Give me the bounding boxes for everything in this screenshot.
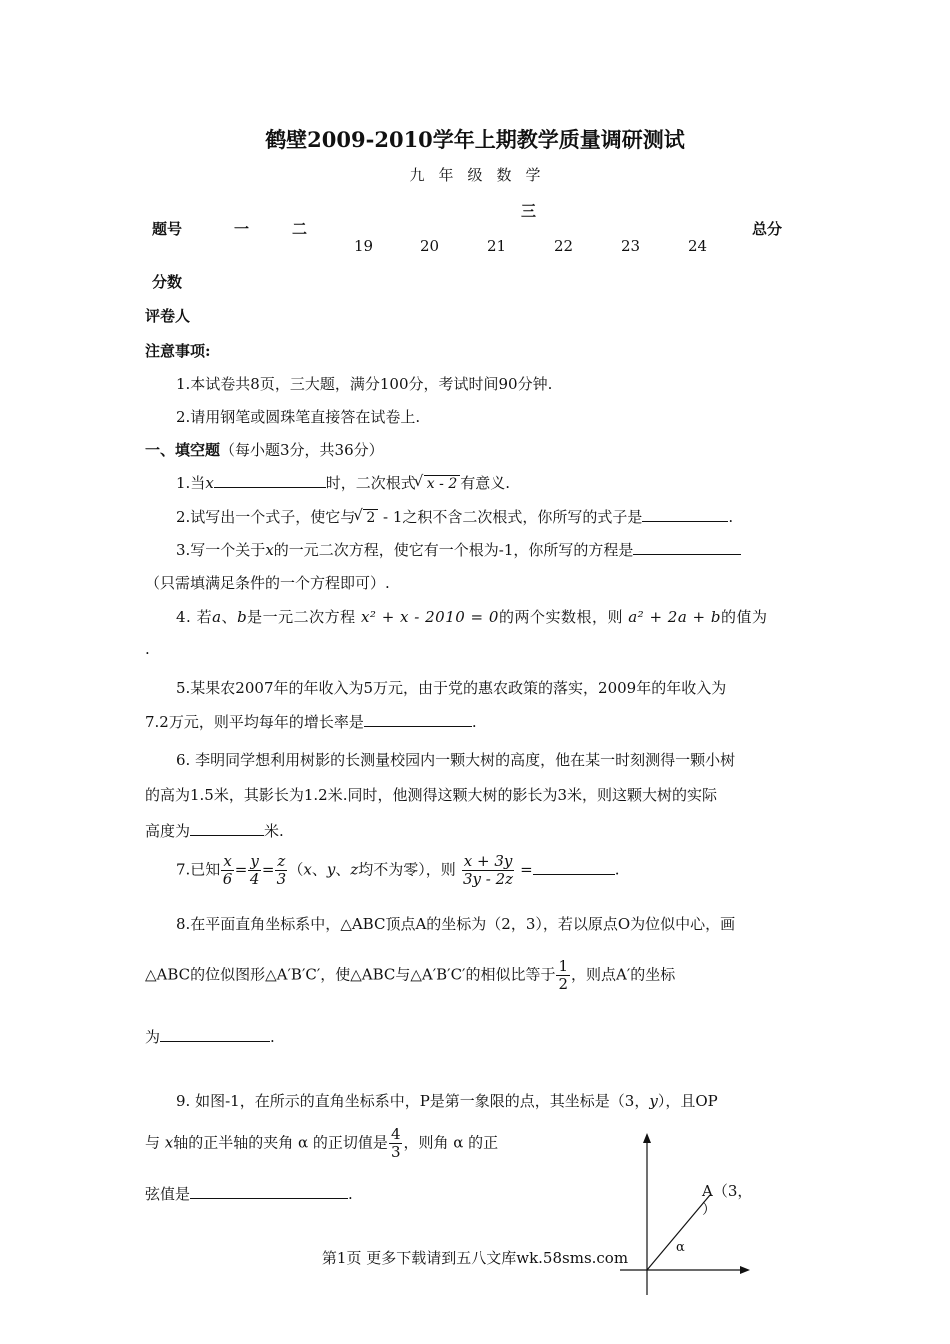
notes-item: 1.本试卷共8页，三大题，满分100分，考试时间90分钟. [176,375,553,393]
answer-blank [533,860,615,875]
point-a-label-cont: ） [702,1202,716,1218]
question-1: 1.当x 时，二次根式√ x - 2 有意义. [176,472,510,493]
coordinate-figure [600,1125,760,1300]
question-9-line2: 与 x轴的正半轴的夹角 α 的正切值是 $\frac{4}{3}$ ，则角 α 的正 [145,1125,499,1161]
score-col-3: 三 [521,202,537,220]
question-3-cont: （只需填满足条件的一个方程即可）. [145,574,390,592]
score-row-score: 分数 [152,273,183,291]
section-heading [145,439,384,460]
point-a-label: A（3， [702,1182,753,1200]
question-6-line3: 高度为 米. [145,822,284,840]
answer-blank [214,473,326,488]
score-subcol: 21 [487,237,507,255]
page-footer: 第1页 更多下载请到五八文库wk.58sms.com [321,1249,629,1267]
question-8-line1: 8.在平面直角坐标系中，△ABC顶点A的坐标为（2，3），若以原点O为位似中心，画 [176,915,736,933]
question-9-line1: 9. 如图-1，在所示的直角坐标系中，P是第一象限的点，其坐标是（3，y），且OP [176,1092,718,1110]
question-4: 4. 若a、b是一元二次方程 x² + x - 2010 = 0的两个实数根，则 a² + 2a + b的值为 [176,608,768,626]
score-subcol: 23 [621,237,641,255]
page-subtitle: 九年级数学 [409,166,555,184]
answer-blank [364,712,472,727]
question-2: 2.试写出一个式子，使它与√ 2 - 1之积不含二次根式，你所写的式子是 . [176,506,733,527]
answer-blank [190,1184,348,1199]
question-6-line2: 的高为1.5米，其影长为1.2米.同时，他测得这颗大树的影长为3米，则这颗大树的实际 [145,786,718,804]
section-note: （每小题3分，共36分） [220,441,384,459]
question-5-line2: 7.2万元，则平均每年的增长率是 . [145,713,477,731]
question-5-line1: 5.某果农2007年的年收入为5万元，由于党的惠农政策的落实，2009年的年收入为 [176,679,727,697]
score-row-grader: 评卷人 [145,307,191,325]
y-axis-arrow-icon [643,1133,651,1143]
score-label-number: 题号 [152,220,183,238]
question-8-line3: 为 . [145,1028,275,1046]
question-4-cont: . [145,640,150,658]
answer-blank [633,540,741,555]
page-title: 鹤壁2009-2010学年上期教学质量调研测试 [265,127,685,152]
score-col-1: 一 [234,220,250,238]
angle-alpha-label: α [676,1240,685,1255]
score-subcol: 24 [688,237,708,255]
notes-item: 2.请用钢笔或圆珠笔直接答在试卷上. [176,408,421,426]
answer-blank [160,1027,270,1042]
score-subcol: 20 [420,237,440,255]
answer-blank [190,821,264,836]
score-subcol: 22 [554,237,574,255]
score-col-2: 二 [292,220,308,238]
score-subcol: 19 [354,237,374,255]
answer-blank [642,507,728,522]
question-8-line2: △ABC的位似图形△A′B′C′，使△ABC与△A′B′C′的相似比等于 $\frac{1}{2}$ ，则点A′的坐标 [145,957,676,993]
question-7: 7.已知 $\frac{x}{6}$ = $\frac{y}{4}$ = $\frac{z}{3}$ （x、y、z均不为零），则 $\frac{x + 3y}{3y - 2z}$ = . [176,852,620,888]
section-title: 一、填空题 [145,441,221,459]
question-6-line1: 6. 李明同学想利用树影的长测量校园内一颗大树的高度，他在某一时刻测得一颗小树 [176,751,736,769]
score-total: 总分 [752,220,783,238]
question-3: 3.写一个关于x的一元二次方程，使它有一个根为-1，你所写的方程是 [176,539,741,560]
question-9-line3: 弦值是 . [145,1185,353,1203]
notes-heading: 注意事项: [145,342,211,360]
